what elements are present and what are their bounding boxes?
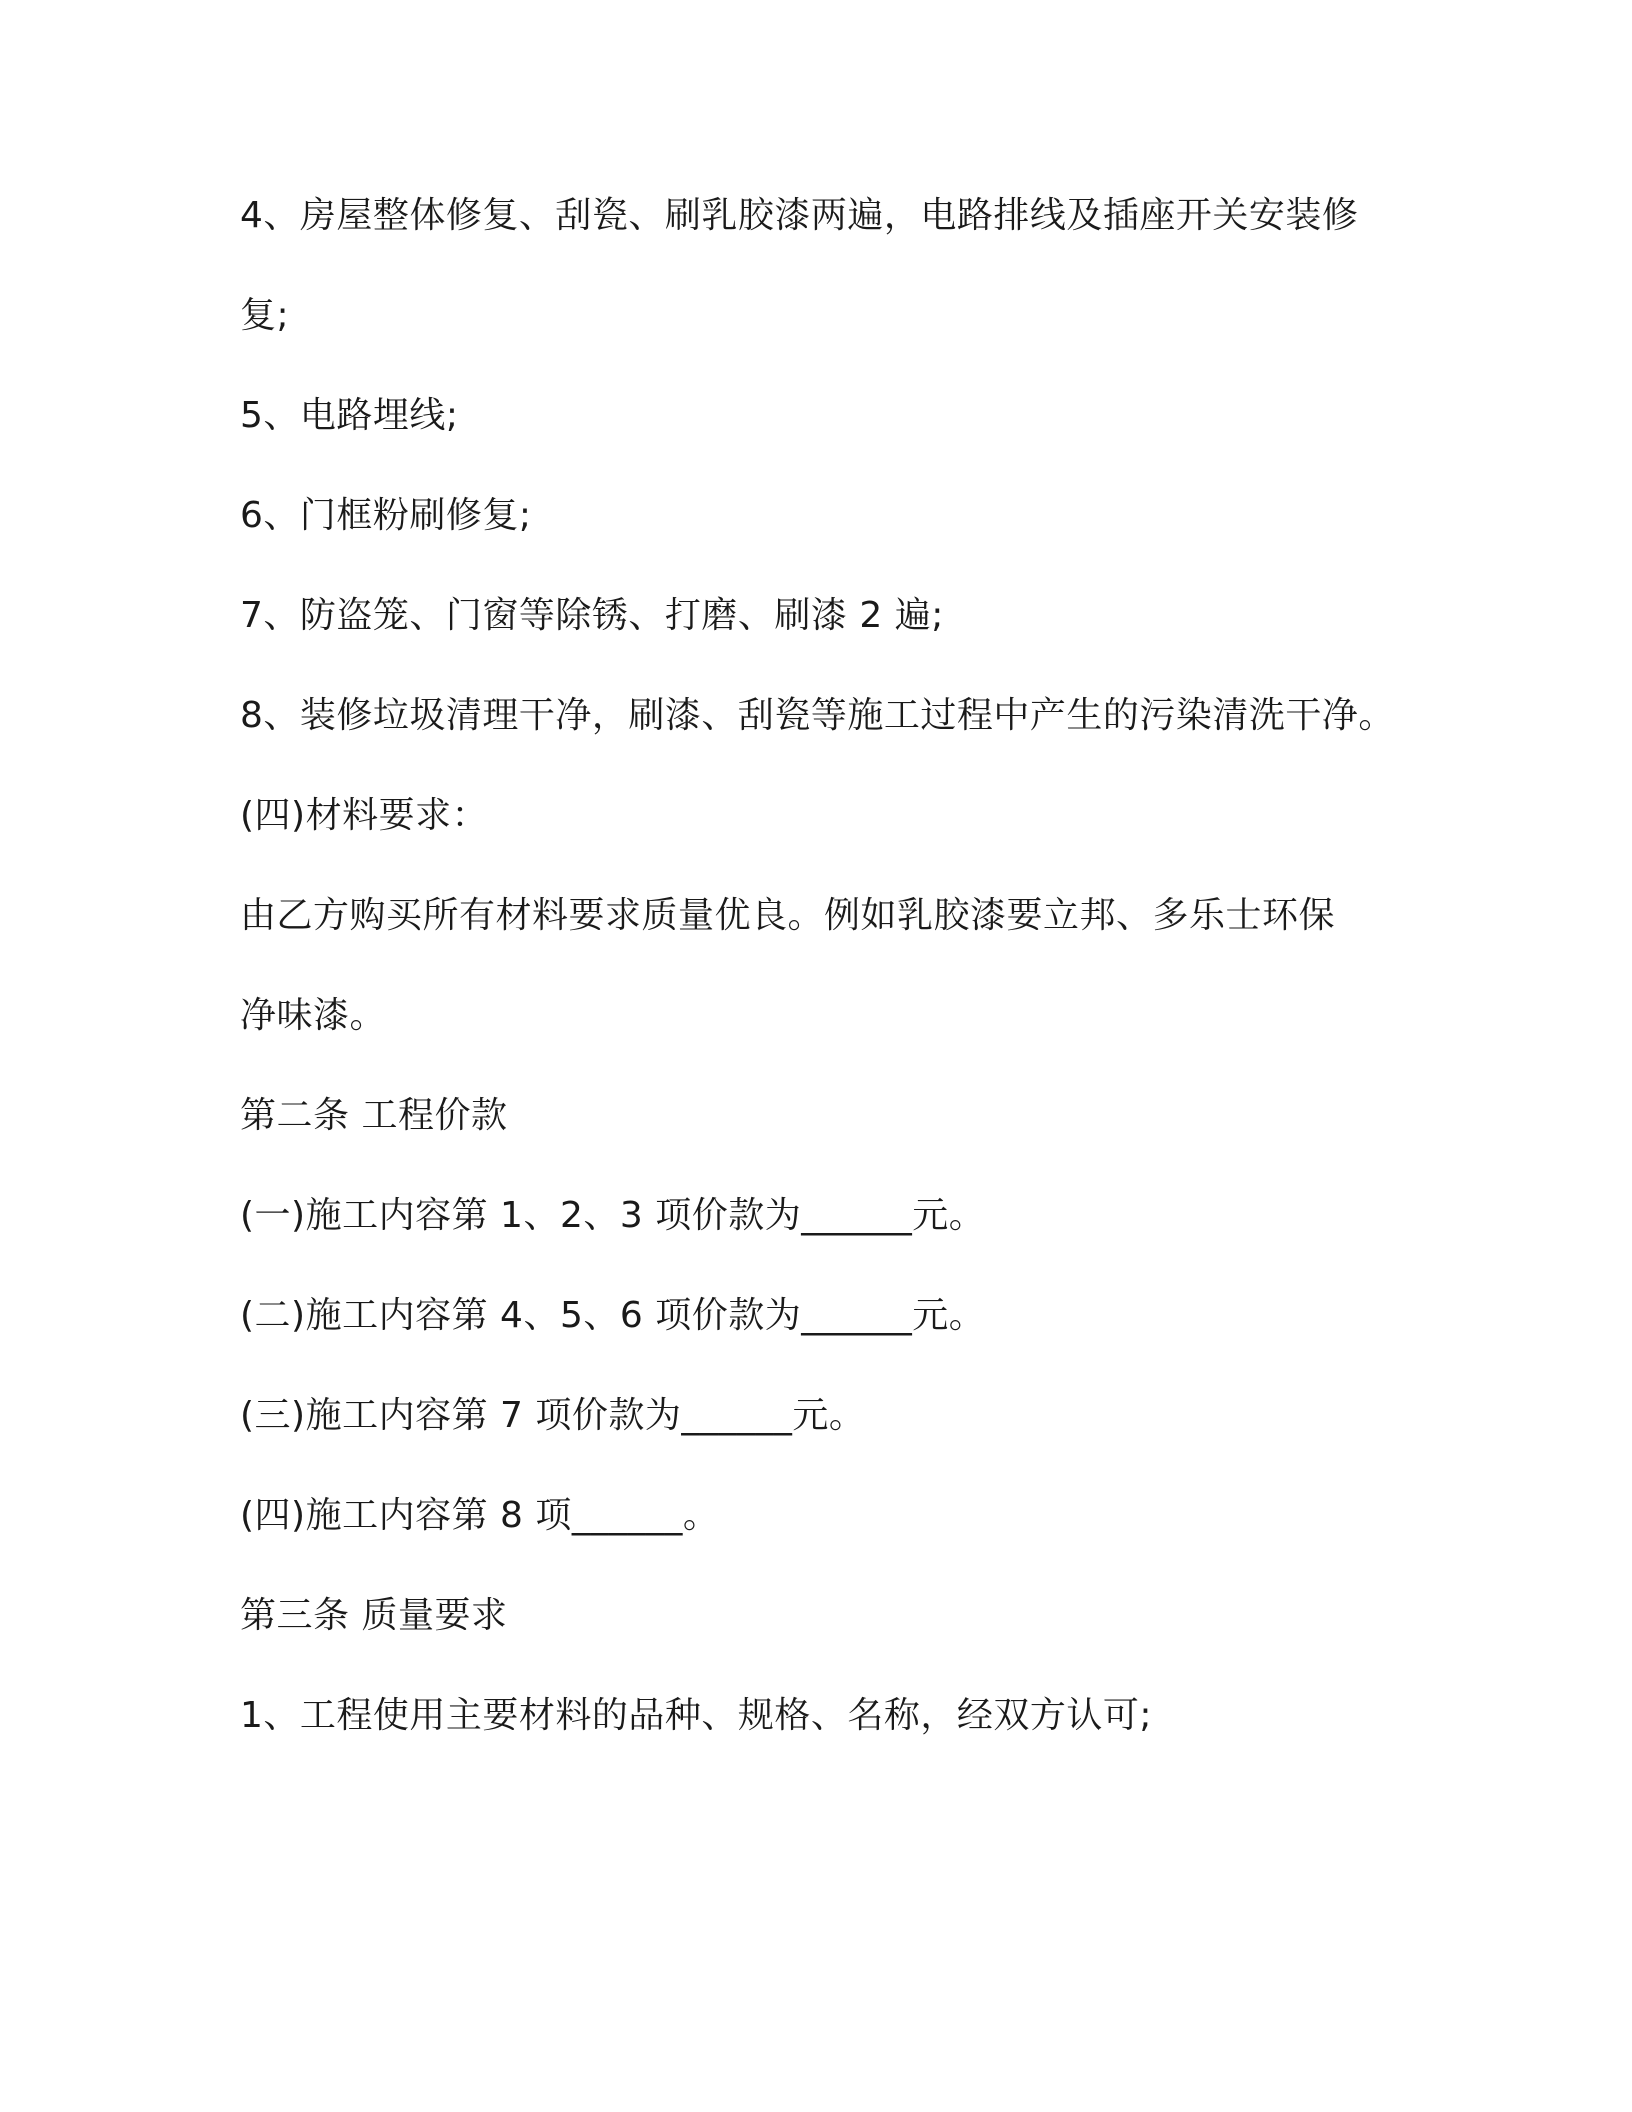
item-6: 6、门框粉刷修复; (240, 495, 532, 536)
price-item-4: (四)施工内容第 8 项______。 (240, 1495, 720, 1536)
item-4-line-1: 4、房屋整体修复、刮瓷、刷乳胶漆两遍，电路排线及插座开关安装修 (240, 195, 1359, 236)
materials-text-line-2: 净味漆。 (240, 995, 387, 1036)
price-item-3: (三)施工内容第 7 项价款为______元。 (240, 1395, 866, 1436)
price-item-1: (一)施工内容第 1、2、3 项价款为______元。 (240, 1195, 986, 1236)
item-5: 5、电路埋线; (240, 395, 459, 436)
price-item-2: (二)施工内容第 4、5、6 项价款为______元。 (240, 1295, 986, 1336)
materials-text-line-1: 由乙方购买所有材料要求质量优良。例如乳胶漆要立邦、多乐士环保 (240, 895, 1336, 936)
quality-item-1: 1、工程使用主要材料的品种、规格、名称，经双方认可; (240, 1695, 1153, 1736)
item-8: 8、装修垃圾清理干净，刷漆、刮瓷等施工过程中产生的污染清洗干净。 (240, 695, 1395, 736)
item-4-line-2: 复; (240, 295, 290, 336)
article-2-heading: 第二条 工程价款 (240, 1095, 508, 1136)
materials-heading: (四)材料要求： (240, 795, 489, 836)
article-3-heading: 第三条 质量要求 (240, 1595, 508, 1636)
item-7: 7、防盗笼、门窗等除锈、打磨、刷漆 2 遍; (240, 595, 944, 636)
